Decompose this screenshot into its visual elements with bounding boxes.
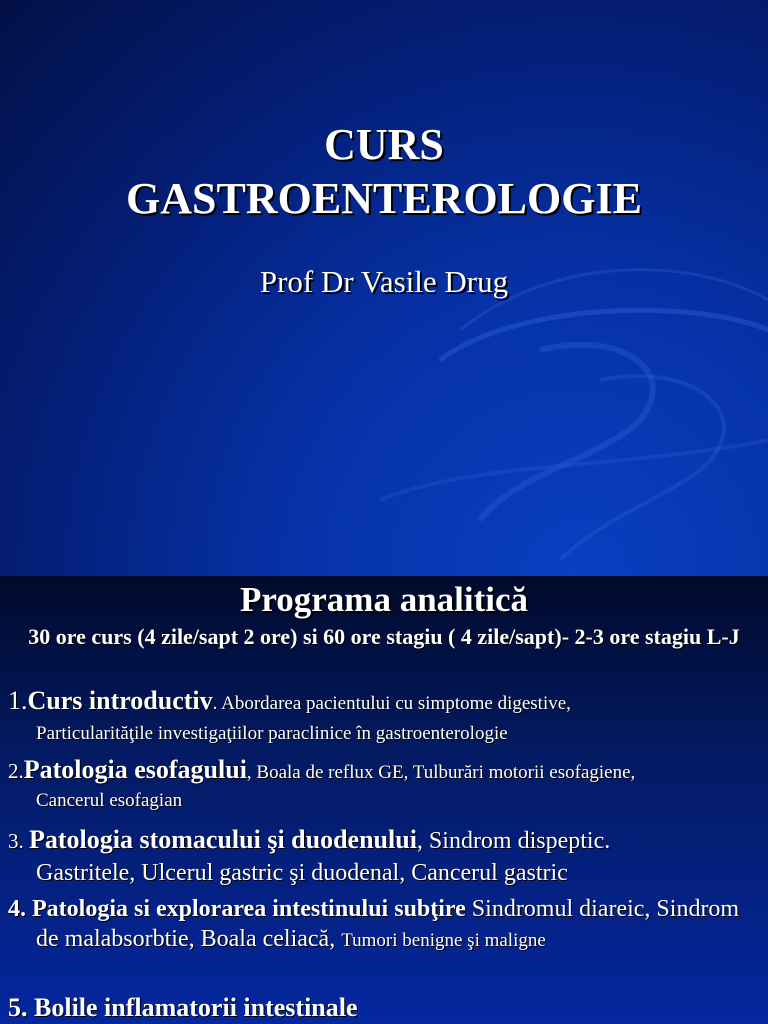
list-item: [0, 756, 748, 815]
item-detail: Tumori benigne şi maligne: [341, 930, 546, 951]
item-number: 5.: [8, 993, 34, 1022]
item-detail: Cancerul esofagian: [36, 790, 183, 811]
item-detail: , Boala de reflux GE, Tulburări motorii esofagiene,: [246, 762, 636, 783]
syllabus-title: Programa analitică: [239, 580, 529, 619]
item-number: 2.: [8, 759, 24, 783]
item-detail: Gastritele, Ulcerul gastric şi duodenal, Cancerul gastric: [36, 860, 568, 886]
item-number: 4.: [8, 896, 32, 922]
list-item: [0, 686, 748, 749]
item-heading: Bolile inflamatorii intestinale: [34, 993, 358, 1022]
syllabus-slide: [0, 576, 768, 1024]
list-item: [0, 824, 748, 889]
list-item: [0, 992, 748, 1024]
item-detail: Particularităţile investigaţiilor paraclinice în gastroenterologie: [36, 723, 508, 744]
course-title-line1: CURS: [324, 120, 444, 169]
syllabus-hours: 30 ore curs (4 zile/sapt 2 ore) si 60 ore stagiu ( 4 zile/sapt)- 2-3 ore stagiu L-J: [28, 624, 740, 649]
author-name: Prof Dr Vasile Drug: [259, 264, 509, 299]
item-number: 3.: [8, 829, 29, 853]
item-heading: Patologia esofagului: [23, 755, 247, 784]
item-heading: Curs introductiv: [27, 686, 213, 715]
item-number: 1.: [8, 686, 28, 715]
item-detail: . Abordarea pacientului cu simptome digestive,: [212, 693, 571, 714]
item-detail: Sindromul diareic, Sindrom de malabsorbtie, Boala celiacă,: [36, 896, 740, 952]
course-title-line2: GASTROENTEROLOGIE: [126, 174, 642, 223]
item-heading: Patologia si explorarea intestinului subţire: [32, 896, 466, 922]
item-detail: , Sindrom dispeptic.: [416, 828, 611, 854]
list-item: [0, 894, 748, 956]
item-heading: Patologia stomacului şi duodenului: [29, 825, 417, 854]
